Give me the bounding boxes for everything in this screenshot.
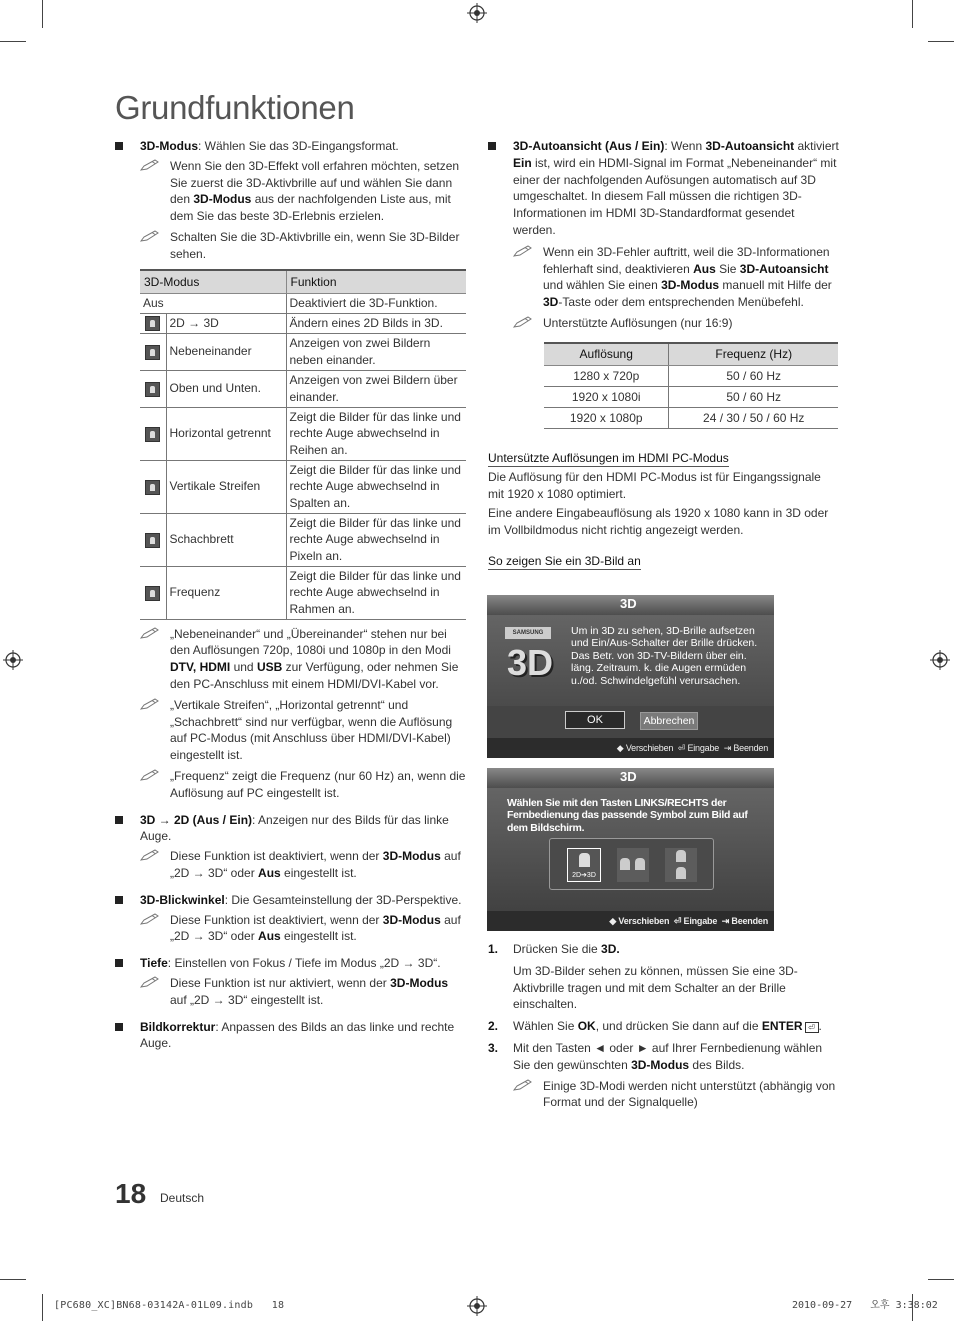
enter-icon: ⏎ [673, 916, 682, 926]
note-pencil-icon [140, 768, 162, 782]
note-pencil-icon [140, 848, 162, 862]
table-row: 2D → 3D Ändern eines 2D Bilds in 3D. [140, 313, 466, 333]
note: Schalten Sie die 3D-Aktivbrille ein, wenn Sie 3D-Bilder sehen. [140, 229, 467, 263]
note-pencil-icon [513, 315, 535, 329]
table-header: Funktion [286, 270, 466, 294]
person-icon [676, 867, 686, 879]
left-column [115, 138, 467, 1058]
note-pencil-icon [140, 626, 162, 640]
bullet-square-icon [115, 142, 123, 150]
bullet-square-icon [488, 142, 496, 150]
bullet-depth: Tiefe: Einstellen von Fokus / Tiefe im Modus „2D → 3D“. Diese Funktion ist nur aktiviert, wenn der 3D-Modus auf „2D → 3D“ eingestellt ist. [115, 955, 467, 1008]
page-title: Grundfunktionen [115, 89, 355, 126]
bullet-square-icon [115, 896, 123, 904]
note: „Frequenz“ zeigt die Frequenz (nur 60 Hz) an, wenn die Auflösung auf PC eingestellt ist. [140, 768, 467, 802]
enter-key-icon: ⏎ [805, 1022, 819, 1033]
cancel-button[interactable]: Abbrechen [640, 712, 698, 730]
table-row: Schachbrett Zeigt die Bilder für das linke und rechte Auge abwechselnd in Pixeln an. [140, 513, 466, 566]
note-pencil-icon [140, 229, 162, 243]
section-hdmi-pc: Untersützte Auflösungen im HDMI PC-Modus Die Auflösung für den HDMI PC-Modus ist für Eingangssignale mit 1920 x 1080 optimiert. Eine andere Eingabeauflösung als 1920 x 1080 kann in 3D oder im Vollbildmodus nicht richtig angezeigt werden. [488, 450, 829, 537]
table-row: Horizontal getrennt Zeigt die Bilder für das linke und rechte Auge abwechselnd in Reihen an. [140, 407, 466, 460]
ok-button[interactable]: OK [565, 711, 625, 729]
table-header: Frequenz (Hz) [669, 343, 838, 365]
person-icon [635, 858, 645, 870]
checker-board-icon [145, 533, 160, 548]
step-2: 2. Wählen Sie OK, und drücken Sie dann auf die ENTER ⏎ . [488, 1019, 822, 1034]
note: „Nebeneinander“ und „Übereinander“ stehen nur bei den Auflösungen 720p, 1080i und 1080p in den Modi DTV, HDMI und USB zur Verfügung, oder nehmen Sie den PC-Anschluss mit einem HDMI/DVI-Kabel vor. [140, 626, 467, 693]
table-row: Vertikale Streifen Zeigt die Bilder für das linke und rechte Auge abwechselnd in Spalten an. [140, 460, 466, 513]
section-how-to [488, 553, 840, 573]
note: Wenn ein 3D-Fehler auftritt, weil die 3D-Informationen fehlerhaft sind, deaktivieren Aus Sie 3D-Autoansicht und wählen Sie einen 3D-Modus manuell mit Hilfe der 3D-Taste oder dem entsprechenden Menübefehl. [513, 244, 840, 311]
note: „Vertikale Streifen“, „Horizontal getrennt“ und „Schachbrett“ sind nur verfügbar, wenn die Auflösung auf PC-Modus (mit Anschluss über HDMI/DVI-Kabel) eingestellt ist. [140, 697, 467, 764]
note-pencil-icon [140, 158, 162, 172]
registration-mark-icon [3, 650, 23, 670]
top-bottom-icon [145, 382, 160, 397]
note: Diese Funktion ist deaktiviert, wenn der 3D-Modus auf „2D → 3D“ oder Aus eingestellt ist. [140, 912, 467, 946]
osd-3d-warning [487, 595, 774, 758]
osd-3d-mode-select [487, 768, 774, 931]
note-pencil-icon [140, 975, 162, 989]
line-by-line-icon [145, 427, 160, 442]
table-row: 1280 x 720p 50 / 60 Hz [544, 365, 838, 386]
bullet-label: 3D-Modus [140, 139, 198, 153]
osd-message: Um in 3D zu sehen, 3D-Brille aufsetzen und Ein/Aus-Schalter der Brille drücken. Das Betr. von 3D-TV-Bildern über ein. läng. Zeitraum. k. die Augen ermüden u./od. Schwindelgefühl verursachen. [571, 625, 758, 687]
osd-message: Wählen Sie mit den Tasten LINKS/RECHTS der Fernbedienung das passende Symbol zum Bild auf dem Bildschirm. [507, 797, 748, 834]
print-footer-date: 2010-09-27 오후 3:38:02 [792, 1300, 938, 1311]
exit-icon: ⇥ [723, 743, 732, 753]
steps-list [488, 941, 840, 1116]
table-row: Nebeneinander Anzeigen von zwei Bildern neben einander. [140, 333, 466, 370]
note: Wenn Sie den 3D-Effekt voll erfahren möchten, setzen Sie zuerst die 3D-Aktivbrille auf und wählen Sie dann den 3D-Modus aus der nachfolgenden Liste aus, mit dem Sie das beste 3D-Erlebnis erzielen. [140, 158, 467, 225]
2d-to-3d-icon [145, 316, 160, 331]
top-bottom-mode-option[interactable] [665, 848, 697, 882]
person-icon [620, 858, 630, 870]
table-row: Aus Deaktiviert die 3D-Funktion. [140, 294, 466, 314]
print-footer-file: [PC680_XC]BN68-03142A-01L09.indb 18 [54, 1300, 285, 1311]
table-row: Oben und Unten. Anzeigen von zwei Bildern über einander. [140, 370, 466, 407]
person-icon [676, 850, 686, 862]
osd-title: 3D [487, 595, 774, 615]
bullet-3d-auto-view: 3D-Autoansicht (Aus / Ein): Wenn 3D-Autoansicht aktiviert Ein ist, wird ein HDMI-Signal im Format „Nebeneinander“ mit einer der nachfolgenden Aufösungen automatisch auf 3D umgeschaltet. In diesem Fall müssen die richtigen 3D-Informationen im HDMI 3D-Standardformat gesendet werden. Wenn ein 3D-Fehler auftritt, weil die 3D-Informationen fehlerhaft sind, deaktivieren Aus Sie 3D-Autoansicht und wählen Sie einen 3D-Modus manuell mit Hilfe der 3D-Taste oder dem entsprechenden Menübefehl. Unterstützte Auflösungen (nur 16:9) [488, 138, 840, 332]
bullet-square-icon [115, 959, 123, 967]
language-label: Deutsch [160, 1191, 205, 1205]
bullet-square-icon [115, 1023, 123, 1031]
registration-mark-icon [467, 3, 487, 23]
side-by-side-icon [145, 345, 160, 360]
exit-icon: ⇥ [721, 916, 730, 926]
note-pencil-icon [140, 697, 162, 711]
note-pencil-icon [513, 1078, 535, 1092]
osd-footer: ◆ Verschieben ⏎ Eingabe ⇥ Beenden [487, 738, 774, 758]
bullet-square-icon [115, 816, 123, 824]
2d-to-3d-mode-option[interactable]: 2D➔3D [567, 848, 601, 882]
table-row: Frequenz Zeigt die Bilder für das linke und rechte Auge abwechselnd in Rahmen an. [140, 566, 466, 619]
3d-logo: 3D [507, 642, 554, 683]
samsung-brand: SAMSUNG [505, 627, 551, 639]
table-header: 3D-Modus [140, 270, 286, 294]
table-row: 1920 x 1080p 24 / 30 / 50 / 60 Hz [544, 407, 838, 428]
step-3: 3. Mit den Tasten ◄ oder ► auf Ihrer Fernbedienung wählen Sie den gewünschten 3D-Modus des Bilds. Einige 3D-Modi werden nicht unterstützt (abhängig von Format und der Signalquelle) [488, 1040, 840, 1111]
resolution-table [544, 342, 838, 429]
osd-button-bar [487, 706, 774, 738]
table-header: Auflösung [544, 343, 669, 365]
registration-mark-icon [467, 1296, 487, 1316]
3d-mode-table [140, 269, 466, 620]
bullet-3d-to-2d: 3D → 2D (Aus / Ein): Anzeigen nur des Bilds für das linke Auge. Diese Funktion ist deaktiviert, wenn der 3D-Modus auf „2D → 3D“ oder Aus eingestellt ist. [115, 812, 467, 882]
step-1: 1. Drücken Sie die 3D. Um 3D-Bilder sehen zu können, müssen Sie eine 3D-Aktivbrille tragen und mit dem Schalter an der Brille einschalten. [488, 942, 798, 1012]
osd-footer: ◆ Verschieben ⏎ Eingabe ⇥ Beenden [487, 911, 774, 931]
bullet-3d-mode [115, 138, 467, 802]
move-arrows-icon: ◆ [609, 916, 617, 926]
side-by-side-mode-option[interactable] [617, 848, 649, 882]
bullet-3d-viewpoint: 3D-Blickwinkel: Die Gesamteinstellung der 3D-Perspektive. Diese Funktion ist deaktiviert, wenn der 3D-Modus auf „2D → 3D“ oder Aus eingestellt ist. [115, 892, 467, 945]
bullet-picture-correction: Bildkorrektur: Anpassen des Bilds an das linke und rechte Auge. [115, 1019, 467, 1053]
note: Unterstützte Auflösungen (nur 16:9) [513, 315, 840, 332]
note-pencil-icon [513, 244, 535, 258]
frequency-icon [145, 586, 160, 601]
move-arrows-icon: ◆ [616, 743, 624, 753]
note: Diese Funktion ist nur aktiviert, wenn der 3D-Modus auf „2D → 3D“ eingestellt ist. [140, 975, 467, 1009]
vertical-stripe-icon [145, 480, 160, 495]
section-heading: Untersützte Auflösungen im HDMI PC-Modus [488, 450, 729, 468]
page-number: 18 [115, 1178, 147, 1209]
right-column [488, 138, 840, 572]
enter-icon: ⏎ [677, 743, 686, 753]
person-icon [579, 853, 590, 867]
note: Diese Funktion ist deaktiviert, wenn der 3D-Modus auf „2D → 3D“ oder Aus eingestellt ist. [140, 848, 467, 882]
note: Einige 3D-Modi werden nicht unterstützt (abhängig von Format und der Signalquelle) [513, 1078, 840, 1112]
bullet-text: : Wählen Sie das 3D-Eingangsformat. [198, 139, 399, 153]
section-heading: So zeigen Sie ein 3D-Bild an [488, 553, 641, 571]
note-pencil-icon [140, 912, 162, 926]
registration-mark-icon [930, 650, 950, 670]
osd-title: 3D [487, 768, 774, 788]
table-row: 1920 x 1080i 50 / 60 Hz [544, 386, 838, 407]
